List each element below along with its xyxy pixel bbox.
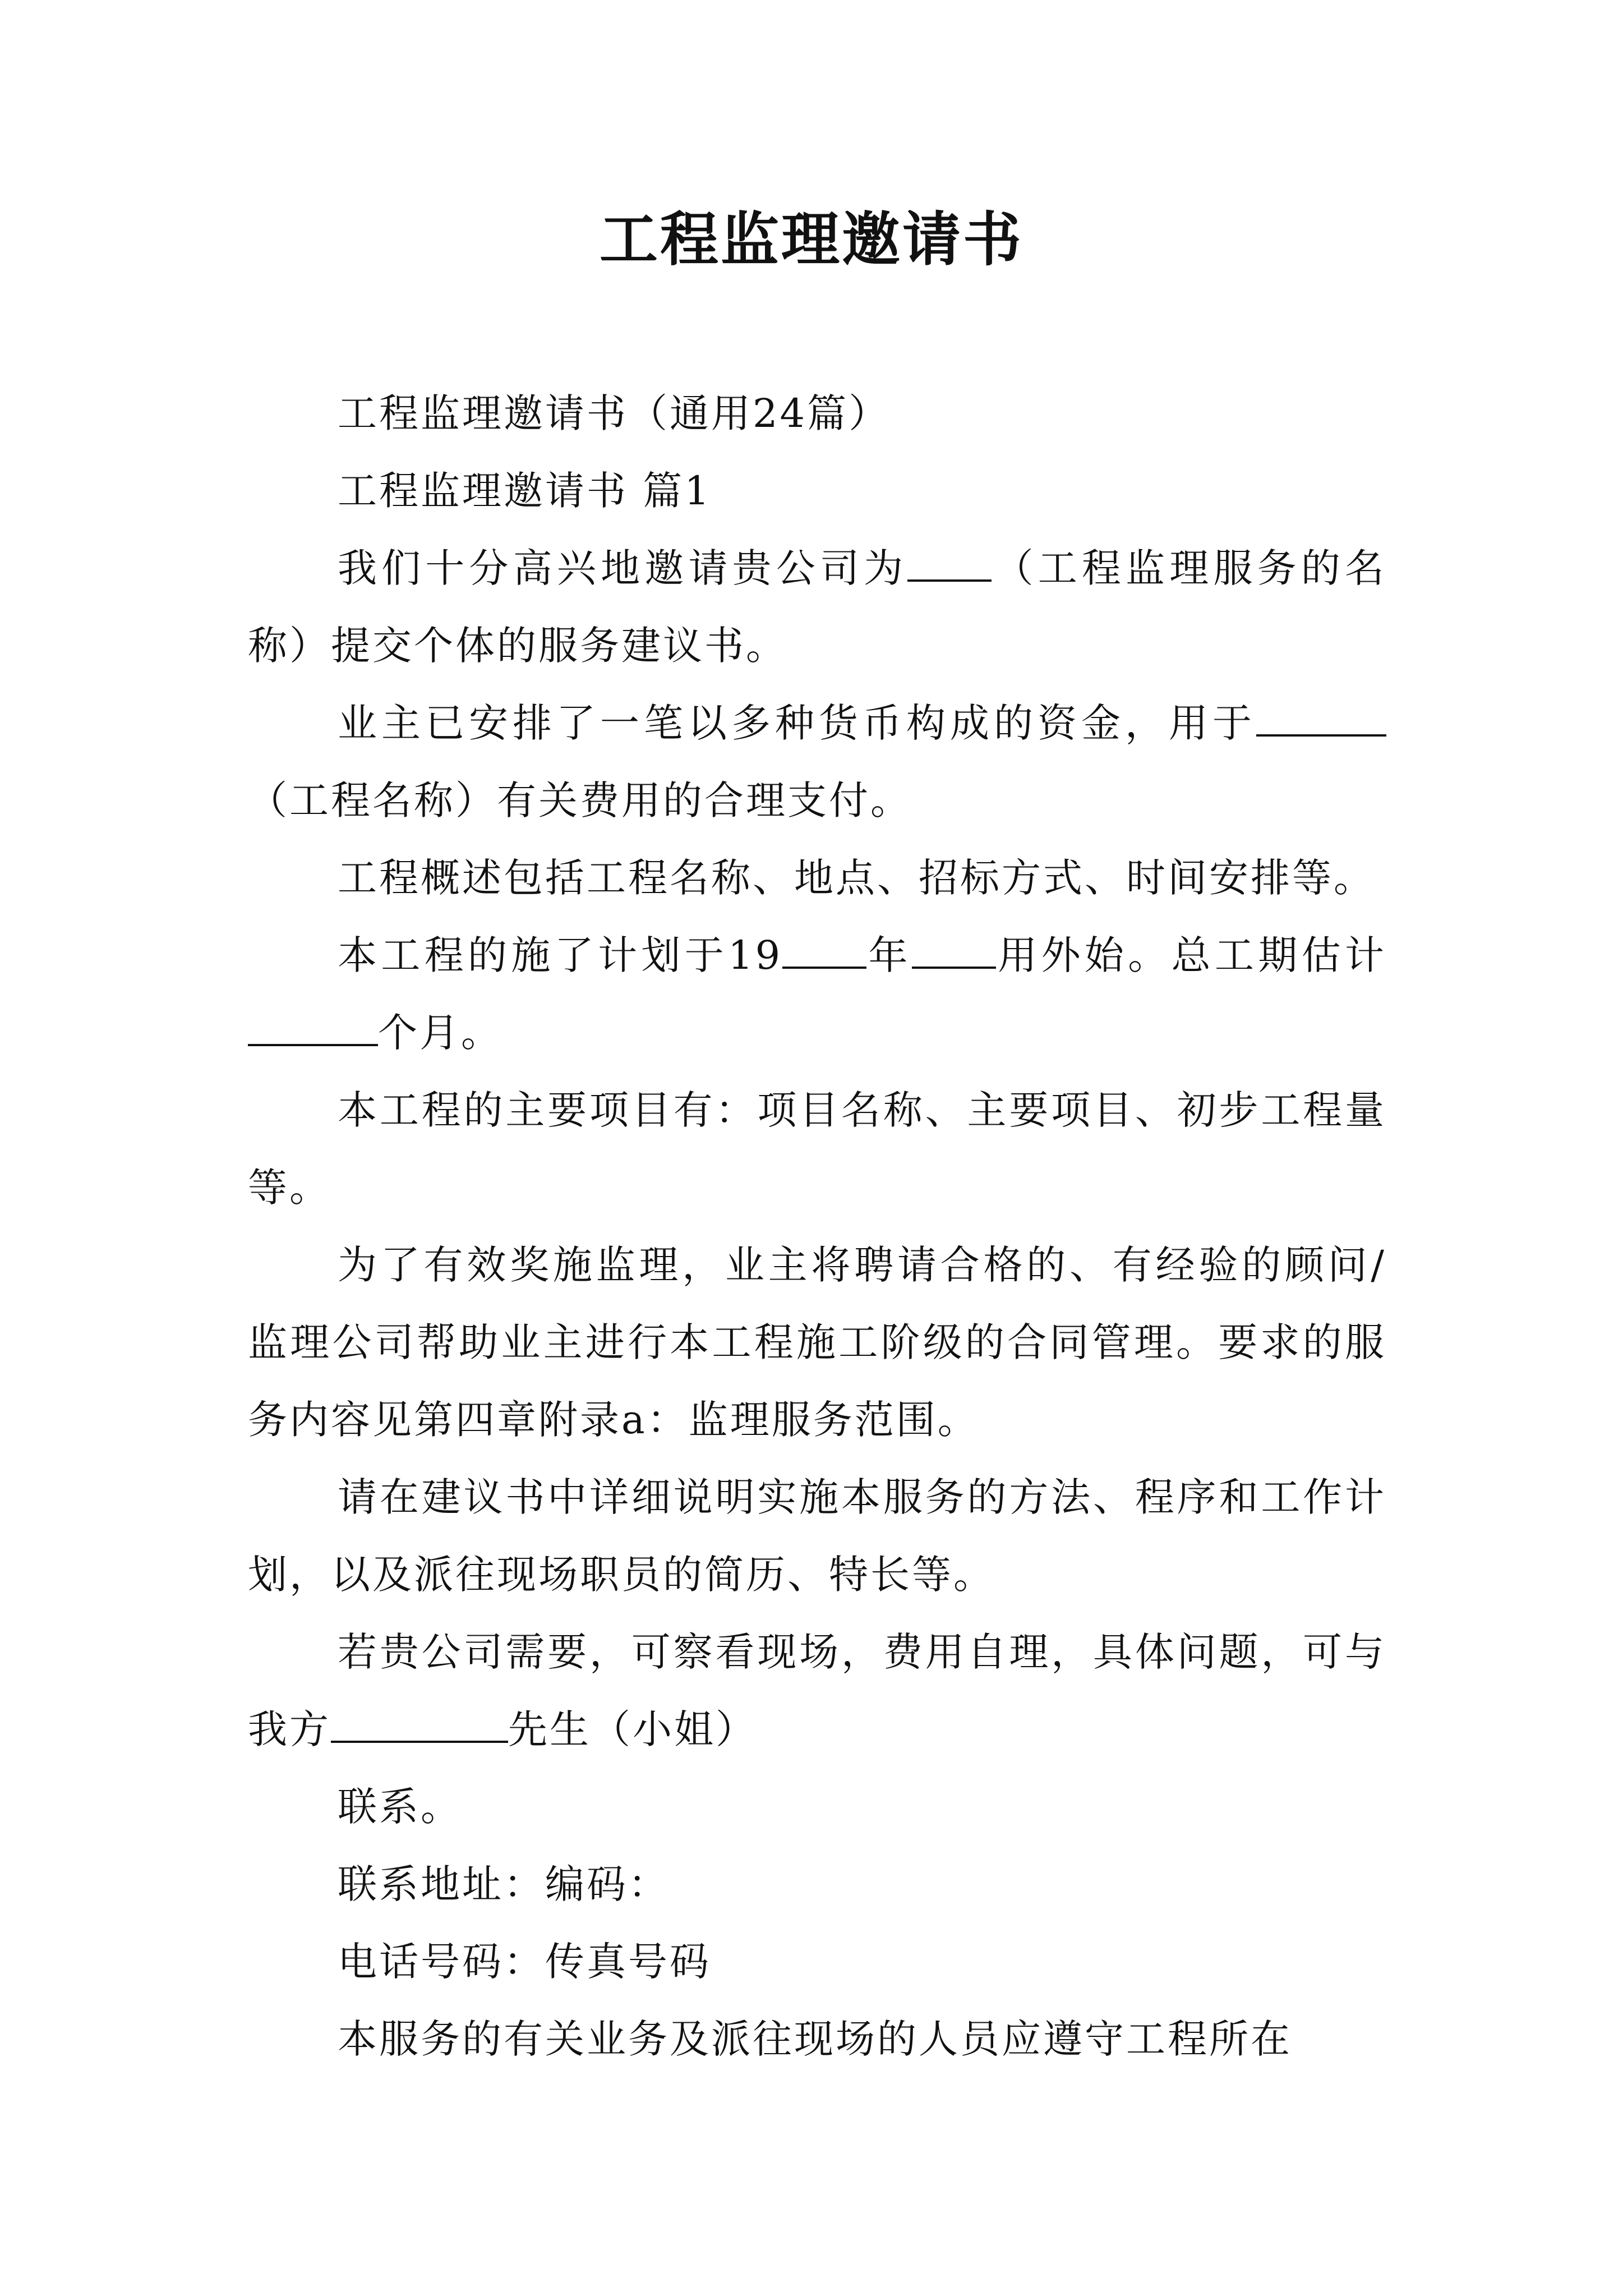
section-heading: 工程监理邀请书 篇1 — [338, 468, 712, 514]
paragraph-invitation — [248, 530, 1386, 684]
document-title: 工程监理邀请书 — [599, 205, 1023, 274]
paragraph-main-items: 本工程的主要项目有：项目名称、主要项目、初步工程量等。 — [248, 1087, 1386, 1211]
paragraph-text: 若贵公司需要，可察看现场，费用自理，具体问题，可与我方 — [248, 1629, 1386, 1752]
paragraph-text: （工程名称）有关费用的合理支付。 — [248, 777, 912, 823]
fill-in-blank — [782, 933, 866, 969]
paragraph-proposal-details: 请在建议书中详细说明实施本服务的方法、程序和工作计划，以及派往现场职员的简历、特长等。 — [248, 1474, 1386, 1598]
fill-in-blank — [907, 546, 992, 582]
paragraph-phone: 电话号码：传真号码 — [338, 1939, 711, 1985]
document-body — [248, 375, 1386, 2078]
paragraph-text: 我们十分高兴地邀请贵公司为 — [338, 545, 908, 591]
paragraph-site-visit — [248, 1613, 1386, 1768]
document-subtitle: 工程监理邀请书（通用24篇） — [338, 390, 891, 436]
paragraph-overview: 工程概述包括工程名称、地点、招标方式、时间安排等。 — [338, 855, 1375, 901]
fill-in-blank — [912, 933, 996, 969]
paragraph-text: 本工程的施了计划于19 — [338, 932, 783, 978]
paragraph-address: 联系地址：编码： — [338, 1861, 670, 1907]
paragraph-compliance: 本服务的有关业务及派往现场的人员应遵守工程所在 — [338, 2016, 1292, 2062]
paragraph-supervision: 为了有效奖施监理，业主将聘请合格的、有经验的顾问/监理公司帮助业主进行本工程施工阶级的合同管理。要求的服务内容见第四章附录a：监理服务范围。 — [248, 1242, 1386, 1443]
paragraph-funding — [248, 684, 1386, 839]
paragraph-text: 用外始。总工期估计 — [995, 932, 1387, 978]
paragraph-schedule — [248, 917, 1386, 1071]
paragraph-text: 先生（小姐） — [508, 1706, 757, 1752]
paragraph-text: 业主已安排了一笔以多种货币构成的资金，用于 — [338, 700, 1256, 746]
fill-in-blank — [248, 1010, 378, 1046]
fill-in-blank — [1256, 701, 1386, 737]
paragraph-text: 年 — [866, 932, 912, 978]
paragraph-contact: 联系。 — [338, 1784, 462, 1830]
paragraph-text: （工程监理服务的名称）提交个体的服务建议书。 — [248, 545, 1387, 669]
fill-in-blank — [331, 1707, 508, 1743]
paragraph-text: 个月。 — [378, 1010, 502, 1056]
